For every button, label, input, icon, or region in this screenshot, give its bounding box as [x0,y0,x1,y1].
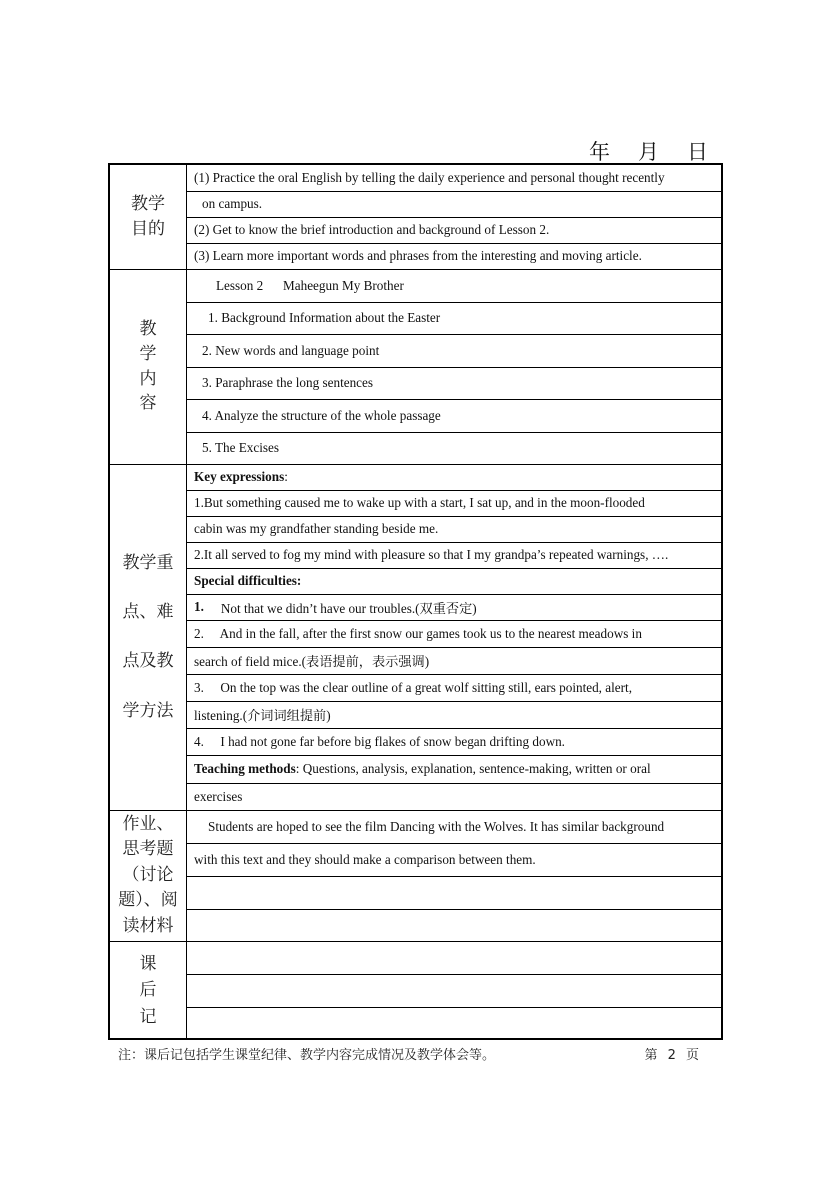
difficulty-row: 1. Not that we didn’t have our troubles.(双重否定) [194,599,477,616]
homework-row: with this text and they should make a comparison between them. [194,851,536,867]
after-class-notes-label: 课 后 记 [139,953,157,1027]
footer [118,1044,708,1063]
content-row: 3. Paraphrase the long sentences [202,375,374,390]
page-number: 第 2 页 [644,1048,702,1063]
teaching-methods-row: Teaching methods : Questions, analysis, explanation, sentence-making, written or oral [194,761,651,776]
objective-row: on campus. [202,196,263,211]
date-month: 月 [638,140,659,164]
difficulties-heading: Special difficulties: [194,573,302,588]
difficulty-row: 2. And in the fall, after the first snow our games took us to the nearest meadows in [194,625,642,641]
content-row: 4. Analyze the structure of the whole passage [202,407,441,423]
content-row: 1. Background Information about the Easter [208,310,441,325]
content-row: 5. The Excises [202,440,280,455]
difficulty-row: listening.(介词词组提前) [194,708,331,723]
objective-row: (1) Practice the oral English by telling the daily experience and personal thought recently [194,170,665,185]
key-expression-row: 1.But something caused me to wake up with a start, I sat up, and in the moon-flooded [194,495,645,510]
date-day: 日 [687,140,708,164]
homework-row: Students are hoped to see the film Dancing with the Wolves. It has similar background [208,818,665,834]
key-points-label: 教学重 点、难 点及教 学方法 [122,552,174,721]
date-line [589,136,708,166]
content-label: 教 学 内 容 [139,319,157,414]
objectives-label: 教学 目的 [131,193,165,239]
difficulty-row: 3. On the top was the clear outline of a great wolf sitting still, ears pointed, alert, [194,679,633,695]
difficulty-row: search of field mice.(表语提前，表示强调) [194,654,430,669]
content-row: 2. New words and language point [202,342,380,358]
key-expression-row: 2.It all served to fog my mind with pleasure so that I my grandpa’s repeated warnings, …. [194,547,669,562]
key-expressions-heading: Key expressions : [194,469,288,484]
key-expression-row: cabin was my grandfather standing beside me. [194,521,439,536]
teaching-methods-cont: exercises [194,788,243,804]
content-row: Lesson 2 Maheegun My Brother [216,277,404,293]
objective-row: (2) Get to know the brief introduction and background of Lesson 2. [194,222,550,237]
objective-row: (3) Learn more important words and phrases from the interesting and moving article. [194,248,642,263]
footer-note: 注：课后记包括学生课堂纪律、教学内容完成情况及教学体会等。 [118,1048,496,1063]
homework-label: 作业、 思考题 （讨论 题）、阅 读材料 [118,813,178,936]
lesson-plan-table [108,163,723,1040]
date-year: 年 [589,140,610,164]
difficulty-row: 4. I had not gone far before big flakes of snow began drifting down. [194,733,565,749]
